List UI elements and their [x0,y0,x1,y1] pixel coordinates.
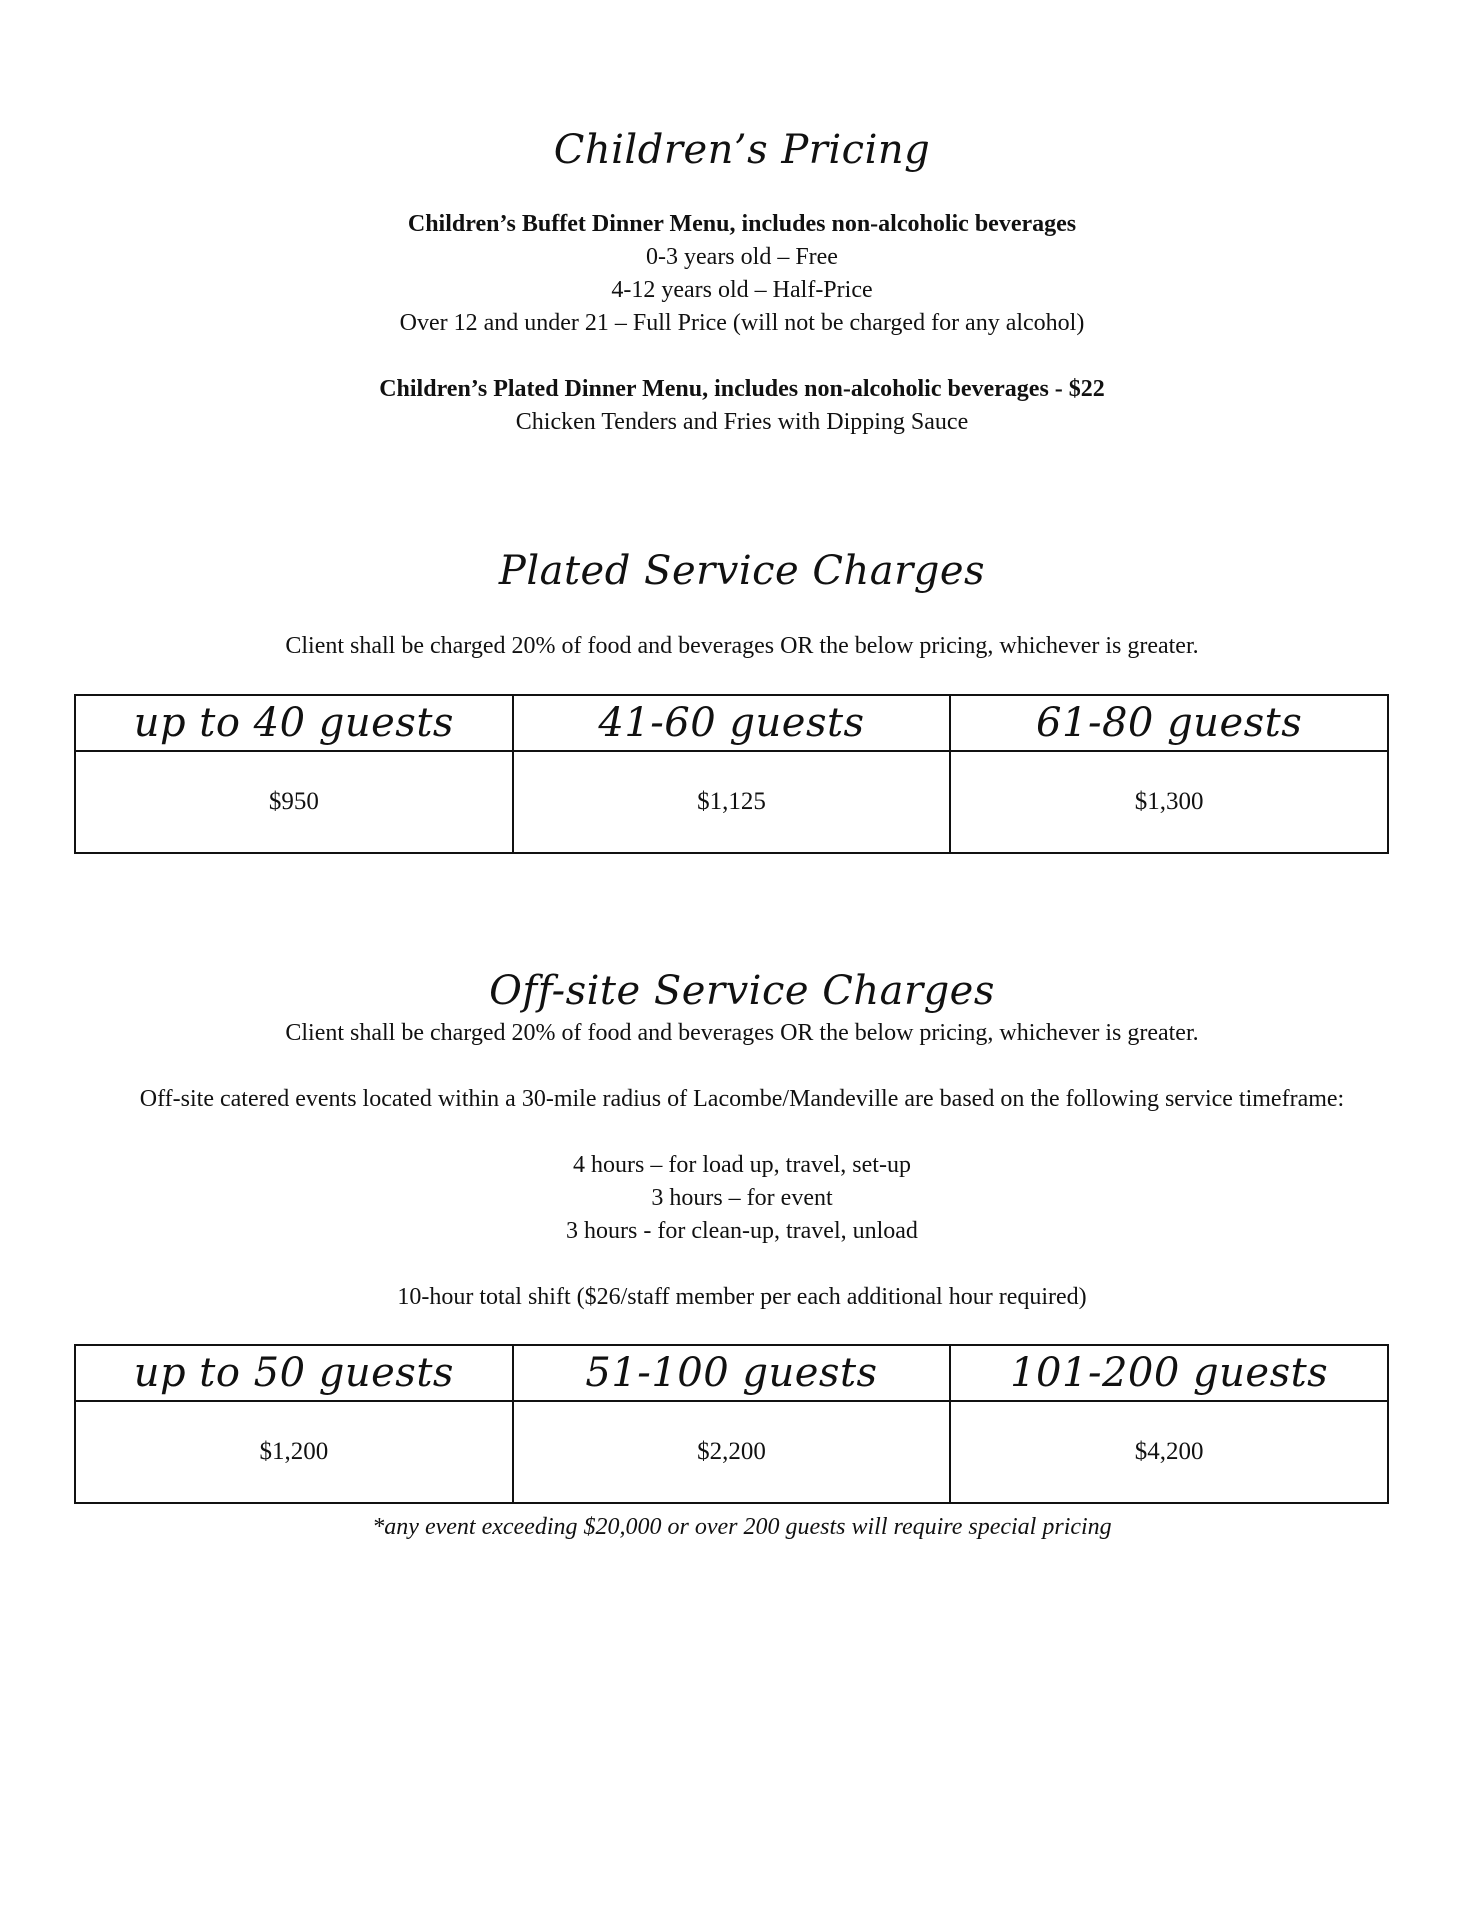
plated-tier-label: up to 40 guests [75,695,513,751]
offsite-tier-label: 101-200 guests [950,1345,1388,1401]
offsite-tier-label: 51-100 guests [513,1345,951,1401]
plated-tier-price: $950 [75,751,513,853]
childrens-pricing-title: Children’s Pricing [553,127,931,173]
plated-service-table [74,694,1389,854]
timeframe-clean-up: 3 hours - for clean-up, travel, unload [566,1218,918,1244]
buffet-heading: Children’s Buffet Dinner Menu, includes non-alcoholic beverages [407,211,1077,237]
plated-service-title: Plated Service Charges [498,548,986,594]
plated-tier-label: 61-80 guests [950,695,1388,751]
offsite-tier-price: $2,200 [513,1401,951,1503]
offsite-service-table [74,1344,1389,1504]
offsite-service-title: Off-site Service Charges [489,968,995,1014]
timeframe-load-up: 4 hours – for load up, travel, set-up [573,1152,911,1178]
special-pricing-footnote: *any event exceeding $20,000 or over 200 guests will require special pricing [372,1514,1112,1540]
shift-note: 10-hour total shift ($26/staff member per each additional hour required) [397,1284,1087,1310]
table-row [75,1401,1388,1503]
offsite-tier-label: up to 50 guests [75,1345,513,1401]
table-header-row [75,695,1388,751]
plated-tier-price: $1,300 [950,751,1388,853]
offsite-tier-price: $4,200 [950,1401,1388,1503]
offsite-radius-note: Off-site catered events located within a 30-mile radius of Lacombe/Mandeville are based on the following service timeframe: [139,1086,1345,1112]
plated-tier-label: 41-60 guests [513,695,951,751]
plated-tier-price: $1,125 [513,751,951,853]
plated-item: Chicken Tenders and Fries with Dipping Sauce [515,409,969,435]
timeframe-event: 3 hours – for event [651,1185,833,1211]
table-header-row [75,1345,1388,1401]
buffet-line-age-4-12: 4-12 years old – Half-Price [611,277,873,303]
offsite-service-note: Client shall be charged 20% of food and beverages OR the below pricing, whichever is greater. [285,1020,1199,1046]
buffet-line-over-12: Over 12 and under 21 – Full Price (will not be charged for any alcohol) [399,310,1085,336]
table-row [75,751,1388,853]
buffet-line-age-0-3: 0-3 years old – Free [646,244,838,270]
plated-heading: Children’s Plated Dinner Menu, includes non-alcoholic beverages - $22 [379,376,1105,402]
plated-service-note: Client shall be charged 20% of food and beverages OR the below pricing, whichever is greater. [285,633,1199,659]
offsite-tier-price: $1,200 [75,1401,513,1503]
